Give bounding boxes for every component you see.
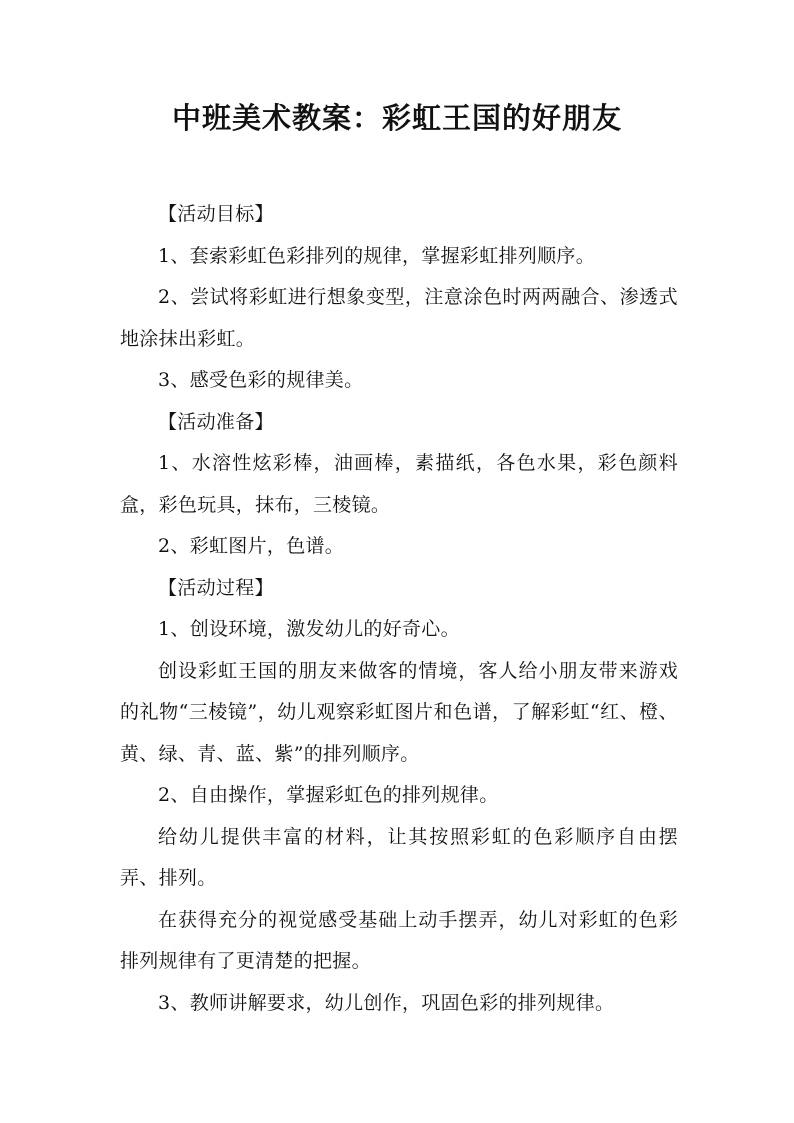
paragraph: 2、自由操作，掌握彩虹色的排列规律。 — [158, 784, 499, 806]
paragraph: 给幼儿提供丰富的材料，让其按照彩虹的色彩顺序自由摆弄、排列。 — [120, 825, 678, 889]
section-heading-goals: 【活动目标】 — [158, 203, 274, 225]
paragraph: 创设彩虹王国的朋友来做客的情境，客人给小朋友带来游戏的礼物“三棱镜”，幼儿观察彩虹图片和色谱，了解彩虹“红、橙、黄、绿、青、蓝、紫”的排列顺序。 — [120, 659, 678, 765]
section-heading-process: 【活动过程】 — [158, 576, 274, 599]
page-title: 中班美术教案：彩虹王国的好朋友 — [171, 101, 622, 135]
paragraph: 3、教师讲解要求，幼儿创作，巩固色彩的排列规律。 — [158, 991, 615, 1014]
paragraph: 1、水溶性炫彩棒，油画棒，素描纸，各色水果，彩色颜料盒，彩色玩具，抹布，三棱镜。 — [120, 452, 678, 516]
paragraph: 2、彩虹图片，色谱。 — [158, 535, 345, 557]
paragraph: 3、感受色彩的规律美。 — [158, 369, 364, 391]
paragraph: 1、套索彩虹色彩排列的规律，掌握彩虹排列顺序。 — [158, 244, 595, 267]
section-heading-preparation: 【活动准备】 — [158, 410, 274, 433]
paragraph: 在获得充分的视觉感受基础上动手摆弄，幼儿对彩虹的色彩排列规律有了更清楚的把握。 — [120, 908, 678, 972]
document-body — [120, 194, 678, 1024]
paragraph: 2、尝试将彩虹进行想象变型，注意涂色时两两融合、渗透式地涂抹出彩虹。 — [120, 286, 678, 350]
paragraph: 1、创设环境，激发幼儿的好奇心。 — [158, 618, 460, 640]
